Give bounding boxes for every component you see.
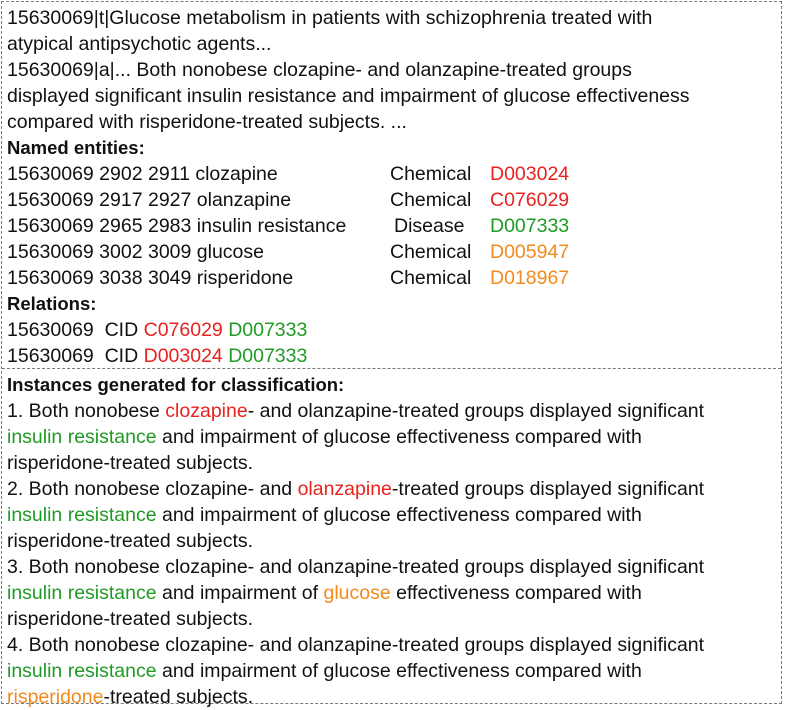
instance-text: and impairment of glucose effectiveness compared with xyxy=(156,426,642,448)
instance-text: - and olanzapine-treated groups displayed significant xyxy=(247,400,705,422)
named-entities-heading: Named entities: xyxy=(7,137,145,158)
entity-span: 15630069 2965 2983 insulin resistance xyxy=(7,215,347,237)
annotated-abstract-section xyxy=(2,2,781,368)
relation-prefix: 15630069 CID xyxy=(7,345,144,367)
instance-text: and impairment of glucose effectiveness compared with xyxy=(156,504,642,526)
instance-3-line-1: 3. Both nonobese clozapine- and olanzapine-treated groups displayed significant xyxy=(7,556,705,578)
entity-span: 15630069 2902 2911 clozapine xyxy=(7,163,278,185)
instance-2-line-2 xyxy=(7,502,642,528)
entity-span: 15630069 3002 3009 glucose xyxy=(7,241,264,263)
relation-row xyxy=(7,317,307,343)
relation-disease-id: D007333 xyxy=(228,319,308,341)
highlighted-disease: insulin resistance xyxy=(7,582,157,604)
entity-type: Disease xyxy=(394,215,465,237)
relation-prefix: 15630069 CID xyxy=(7,319,144,341)
instance-4-line-1: 4. Both nonobese clozapine- and olanzapine-treated groups displayed significant xyxy=(7,634,705,656)
relation-chemical-id: D003024 xyxy=(143,345,223,367)
abstract-line-3: compared with risperidone-treated subjects. ... xyxy=(7,111,407,133)
classification-instances-section xyxy=(2,368,781,708)
entity-span: 15630069 3038 3049 risperidone xyxy=(7,267,294,289)
entity-type: Chemical xyxy=(390,241,472,263)
instance-3-line-2 xyxy=(7,580,642,606)
instance-text: -treated groups displayed significant xyxy=(391,478,705,500)
entity-span: 15630069 2917 2927 olanzapine xyxy=(7,189,292,211)
instance-2-line-3: risperidone-treated subjects. xyxy=(7,530,254,552)
entity-type: Chemical xyxy=(390,267,472,289)
entity-id: D005947 xyxy=(490,241,570,263)
instance-text: 2. Both nonobese clozapine- and xyxy=(7,478,298,500)
instance-text: and impairment of xyxy=(156,582,324,604)
abstract-line-2: displayed significant insulin resistance and impairment of glucose effectiveness xyxy=(7,85,690,107)
instance-text: and impairment of glucose effectiveness compared with xyxy=(156,660,642,682)
entity-id: D003024 xyxy=(490,163,570,185)
relation-disease-id: D007333 xyxy=(228,345,308,367)
highlighted-chemical: clozapine xyxy=(165,400,248,422)
instance-text: 1. Both nonobese xyxy=(7,400,166,422)
highlighted-disease: insulin resistance xyxy=(7,504,157,526)
instance-text: -treated subjects. xyxy=(103,686,254,708)
relation-chemical-id: C076029 xyxy=(143,319,223,341)
instance-1-line-1 xyxy=(7,398,704,424)
instance-3-line-3: risperidone-treated subjects. xyxy=(7,608,254,630)
highlighted-disease: insulin resistance xyxy=(7,660,157,682)
instance-1-line-2 xyxy=(7,424,642,450)
highlighted-disease: insulin resistance xyxy=(7,426,157,448)
instance-2-line-1 xyxy=(7,476,704,502)
title-line-1: 15630069|t|Glucose metabolism in patients with schizophrenia treated with xyxy=(7,7,653,29)
relations-heading: Relations: xyxy=(7,293,97,314)
instance-4-line-3 xyxy=(7,684,253,710)
entity-id: D018967 xyxy=(490,267,570,289)
highlighted-chemical: risperidone xyxy=(7,686,104,708)
highlighted-chemical: olanzapine xyxy=(297,478,392,500)
instance-4-line-2 xyxy=(7,658,642,684)
title-line-2: atypical antipsychotic agents... xyxy=(7,33,272,55)
instance-1-line-3: risperidone-treated subjects. xyxy=(7,452,254,474)
entity-type: Chemical xyxy=(390,189,472,211)
abstract-line-1: 15630069|a|... Both nonobese clozapine- and olanzapine-treated groups xyxy=(7,59,632,81)
entity-id: C076029 xyxy=(490,189,570,211)
entity-type: Chemical xyxy=(390,163,472,185)
highlighted-chemical: glucose xyxy=(323,582,391,604)
relation-row xyxy=(7,343,307,369)
instance-text: effectiveness compared with xyxy=(390,582,642,604)
entity-id: D007333 xyxy=(490,215,570,237)
annotation-figure-frame xyxy=(1,1,782,708)
instances-heading: Instances generated for classification: xyxy=(7,374,345,395)
